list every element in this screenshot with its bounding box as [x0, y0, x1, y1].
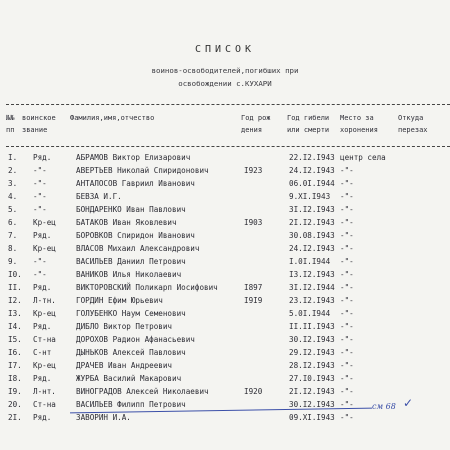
cell-name: ВАСИЛЬЕВ Даниил Петрович: [76, 257, 186, 266]
cell-date: 3I.I2.I944: [289, 283, 335, 292]
cell-date: 22.I2.I943: [289, 153, 335, 162]
cell-name: БОНДАРЕНКО Иван Павлович: [76, 205, 186, 214]
cell-date: 30.I2.I943: [289, 335, 335, 344]
cell-place: -"-: [340, 348, 354, 357]
cell-date: 2I.I2.I943: [289, 218, 335, 227]
cell-place: -"-: [340, 205, 354, 214]
cell-place: -"-: [340, 257, 354, 266]
cell-rank: Ст-на: [33, 335, 56, 344]
cell-place: -"-: [340, 413, 354, 422]
list-row: [0, 322, 450, 336]
cell-name: ВЛАСОВ Михаил Александрович: [76, 244, 200, 253]
cell-place: -"-: [340, 270, 354, 279]
cell-num: I.: [8, 153, 18, 162]
cell-name: АБРАМОВ Виктор Елизарович: [76, 153, 191, 162]
cell-place: -"-: [340, 192, 354, 201]
cell-rank: Ряд.: [33, 153, 52, 162]
cell-date: 24.I2.I943: [289, 166, 335, 175]
document-title: СПИСОК: [194, 44, 256, 55]
cell-num: 7.: [8, 231, 18, 240]
cell-rank: Кр-ец: [33, 309, 56, 318]
cell-name: ДРАЧЕВ Иван Андреевич: [76, 361, 173, 370]
document-subtitle-line1: воинов-освободителей,погибших при: [151, 66, 299, 75]
cell-place: центр села: [340, 153, 386, 162]
header-born-line2: дения: [241, 126, 263, 134]
cell-rank: Ст-на: [33, 400, 56, 409]
header-from-line1: Откуда: [398, 114, 424, 122]
cell-place: -"-: [340, 374, 354, 383]
cell-num: I5.: [8, 335, 22, 344]
header-name: Фамилия,имя,отчество: [70, 114, 155, 122]
cell-date: 27.I0.I943: [289, 374, 335, 383]
cell-rank: Ряд.: [33, 231, 52, 240]
cell-name: ЖУРБА Василий Макарович: [76, 374, 182, 383]
cell-rank: Л-тн.: [33, 296, 56, 305]
cell-num: I0.: [8, 270, 22, 279]
cell-num: 2.: [8, 166, 18, 175]
cell-place: -"-: [340, 361, 354, 370]
cell-num: I2.: [8, 296, 22, 305]
cell-place: -"-: [340, 296, 354, 305]
cell-date: 9.XI.I943: [289, 192, 331, 201]
cell-date: 5.0I.I944: [289, 309, 331, 318]
cell-rank: Ряд.: [33, 374, 52, 383]
cell-date: 28.I2.I943: [289, 361, 335, 370]
cell-name: БОРОВКОВ Спиридон Иванович: [76, 231, 195, 240]
cell-num: 5.: [8, 205, 18, 214]
cell-born: I923: [244, 166, 263, 175]
cell-name: БАТАКОВ Иван Яковлевич: [76, 218, 177, 227]
cell-place: -"-: [340, 283, 354, 292]
cell-name: ДИБЛО Виктор Петрович: [76, 322, 173, 331]
cell-born: I920: [244, 387, 263, 396]
list-row: [0, 218, 450, 232]
cell-rank: Кр-ец: [33, 218, 56, 227]
list-row: [0, 205, 450, 219]
handwritten-check-mark: ✓: [403, 396, 414, 410]
cell-rank: Ряд.: [33, 322, 52, 331]
list-row: [0, 348, 450, 362]
cell-name: ДОРОХОВ Радион Афанасьевич: [76, 335, 195, 344]
list-row: [0, 283, 450, 297]
cell-date: 23.I2.I943: [289, 296, 335, 305]
document-subtitle-line2: освобождении с.КУХАРИ: [178, 79, 272, 88]
cell-num: 6.: [8, 218, 18, 227]
list-row: [0, 413, 450, 427]
cell-rank: -"-: [33, 166, 47, 175]
cell-num: 4.: [8, 192, 18, 201]
cell-born: I9I9: [244, 296, 263, 305]
cell-rank: Ряд.: [33, 413, 52, 422]
cell-date: I3.I2.I943: [289, 270, 335, 279]
cell-rank: Ряд.: [33, 283, 52, 292]
cell-date: 29.I2.I943: [289, 348, 335, 357]
header-burial-line2: хоронения: [340, 126, 378, 134]
cell-date: 30.I2.I943: [289, 400, 335, 409]
list-row: [0, 244, 450, 258]
list-row: [0, 179, 450, 193]
cell-date: 3I.I2.I943: [289, 205, 335, 214]
cell-date: I.0I.I944: [289, 257, 331, 266]
header-bottom-rule: [6, 146, 450, 147]
cell-name: ГОЛУБЕНКО Наум Семенович: [76, 309, 186, 318]
cell-rank: Кр-ец: [33, 244, 56, 253]
cell-date: 2I.I2.I943: [289, 387, 335, 396]
list-row: [0, 335, 450, 349]
list-row: [0, 387, 450, 401]
cell-rank: -"-: [33, 270, 47, 279]
cell-place: -"-: [340, 335, 354, 344]
cell-name: ВАНИКОВ Илья Николаевич: [76, 270, 182, 279]
cell-place: -"-: [340, 218, 354, 227]
list-row: [0, 257, 450, 271]
header-rank-line1: воинское: [22, 114, 56, 122]
cell-name: БЕВЗА И.Г.: [76, 192, 122, 201]
header-num-line1: №№: [6, 114, 15, 122]
cell-name: АНТАЛОСОВ Гавриил Иванович: [76, 179, 195, 188]
list-row: [0, 192, 450, 206]
list-row: [0, 270, 450, 284]
cell-num: I7.: [8, 361, 22, 370]
header-burial-line1: Место за: [340, 114, 374, 122]
cell-name: ВИНОГРАДОВ Алексей Николаевич: [76, 387, 209, 396]
cell-place: -"-: [340, 166, 354, 175]
cell-place: -"-: [340, 322, 354, 331]
cell-num: 3.: [8, 179, 18, 188]
cell-date: II.II.I943: [289, 322, 335, 331]
cell-rank: С-нт: [33, 348, 52, 357]
list-row: [0, 361, 450, 375]
list-row: [0, 374, 450, 388]
cell-rank: -"-: [33, 192, 47, 201]
cell-num: I4.: [8, 322, 22, 331]
cell-date: 09.XI.I943: [289, 413, 335, 422]
cell-date: 06.0I.I944: [289, 179, 335, 188]
cell-date: 30.08.I943: [289, 231, 335, 240]
list-row: [0, 296, 450, 310]
cell-date: 24.I2.I943: [289, 244, 335, 253]
cell-place: -"-: [340, 244, 354, 253]
cell-place: -"-: [340, 231, 354, 240]
cell-place: -"-: [340, 387, 354, 396]
cell-name: ВИКТОРОВСКИЙ Поликарп Иосифович: [76, 283, 218, 292]
cell-num: II.: [8, 283, 22, 292]
cell-rank: -"-: [33, 205, 47, 214]
header-rank-line2: звание: [22, 126, 48, 134]
cell-name: ДЫНЬКОВ Алексей Павлович: [76, 348, 186, 357]
header-died-line2: или смерти: [287, 126, 330, 134]
header-num-line2: пп: [6, 126, 15, 134]
cell-num: 8.: [8, 244, 18, 253]
list-row: [0, 166, 450, 180]
cell-rank: -"-: [33, 257, 47, 266]
list-row: [0, 231, 450, 245]
cell-name: АВЕРТЬЕВ Николай Спиридонович: [76, 166, 209, 175]
cell-num: 9.: [8, 257, 18, 266]
cell-place: -"-: [340, 179, 354, 188]
list-row: [0, 153, 450, 167]
handwritten-note: см 68: [372, 402, 396, 411]
cell-born: I903: [244, 218, 263, 227]
header-born-line1: Год рож: [241, 114, 271, 122]
cell-num: 2I.: [8, 413, 22, 422]
cell-name: ГОРДИН Ефим Юрьевич: [76, 296, 163, 305]
cell-rank: -"-: [33, 179, 47, 188]
cell-num: I8.: [8, 374, 22, 383]
cell-num: I3.: [8, 309, 22, 318]
cell-name: ВАСИЛЬЕВ Филипп Петрович: [76, 400, 186, 409]
cell-rank: Л-нт.: [33, 387, 56, 396]
list-row: [0, 309, 450, 323]
cell-num: I6.: [8, 348, 22, 357]
cell-num: I9.: [8, 387, 22, 396]
cell-place: -"-: [340, 400, 354, 409]
cell-num: 20.: [8, 400, 22, 409]
header-top-rule: [6, 104, 450, 105]
cell-name: ЗАВОРИН И.А.: [76, 413, 131, 422]
cell-place: -"-: [340, 309, 354, 318]
cell-born: I897: [244, 283, 263, 292]
header-from-line2: перезах: [398, 126, 428, 134]
cell-rank: Кр-ец: [33, 361, 56, 370]
header-died-line1: Год гибели: [287, 114, 330, 122]
